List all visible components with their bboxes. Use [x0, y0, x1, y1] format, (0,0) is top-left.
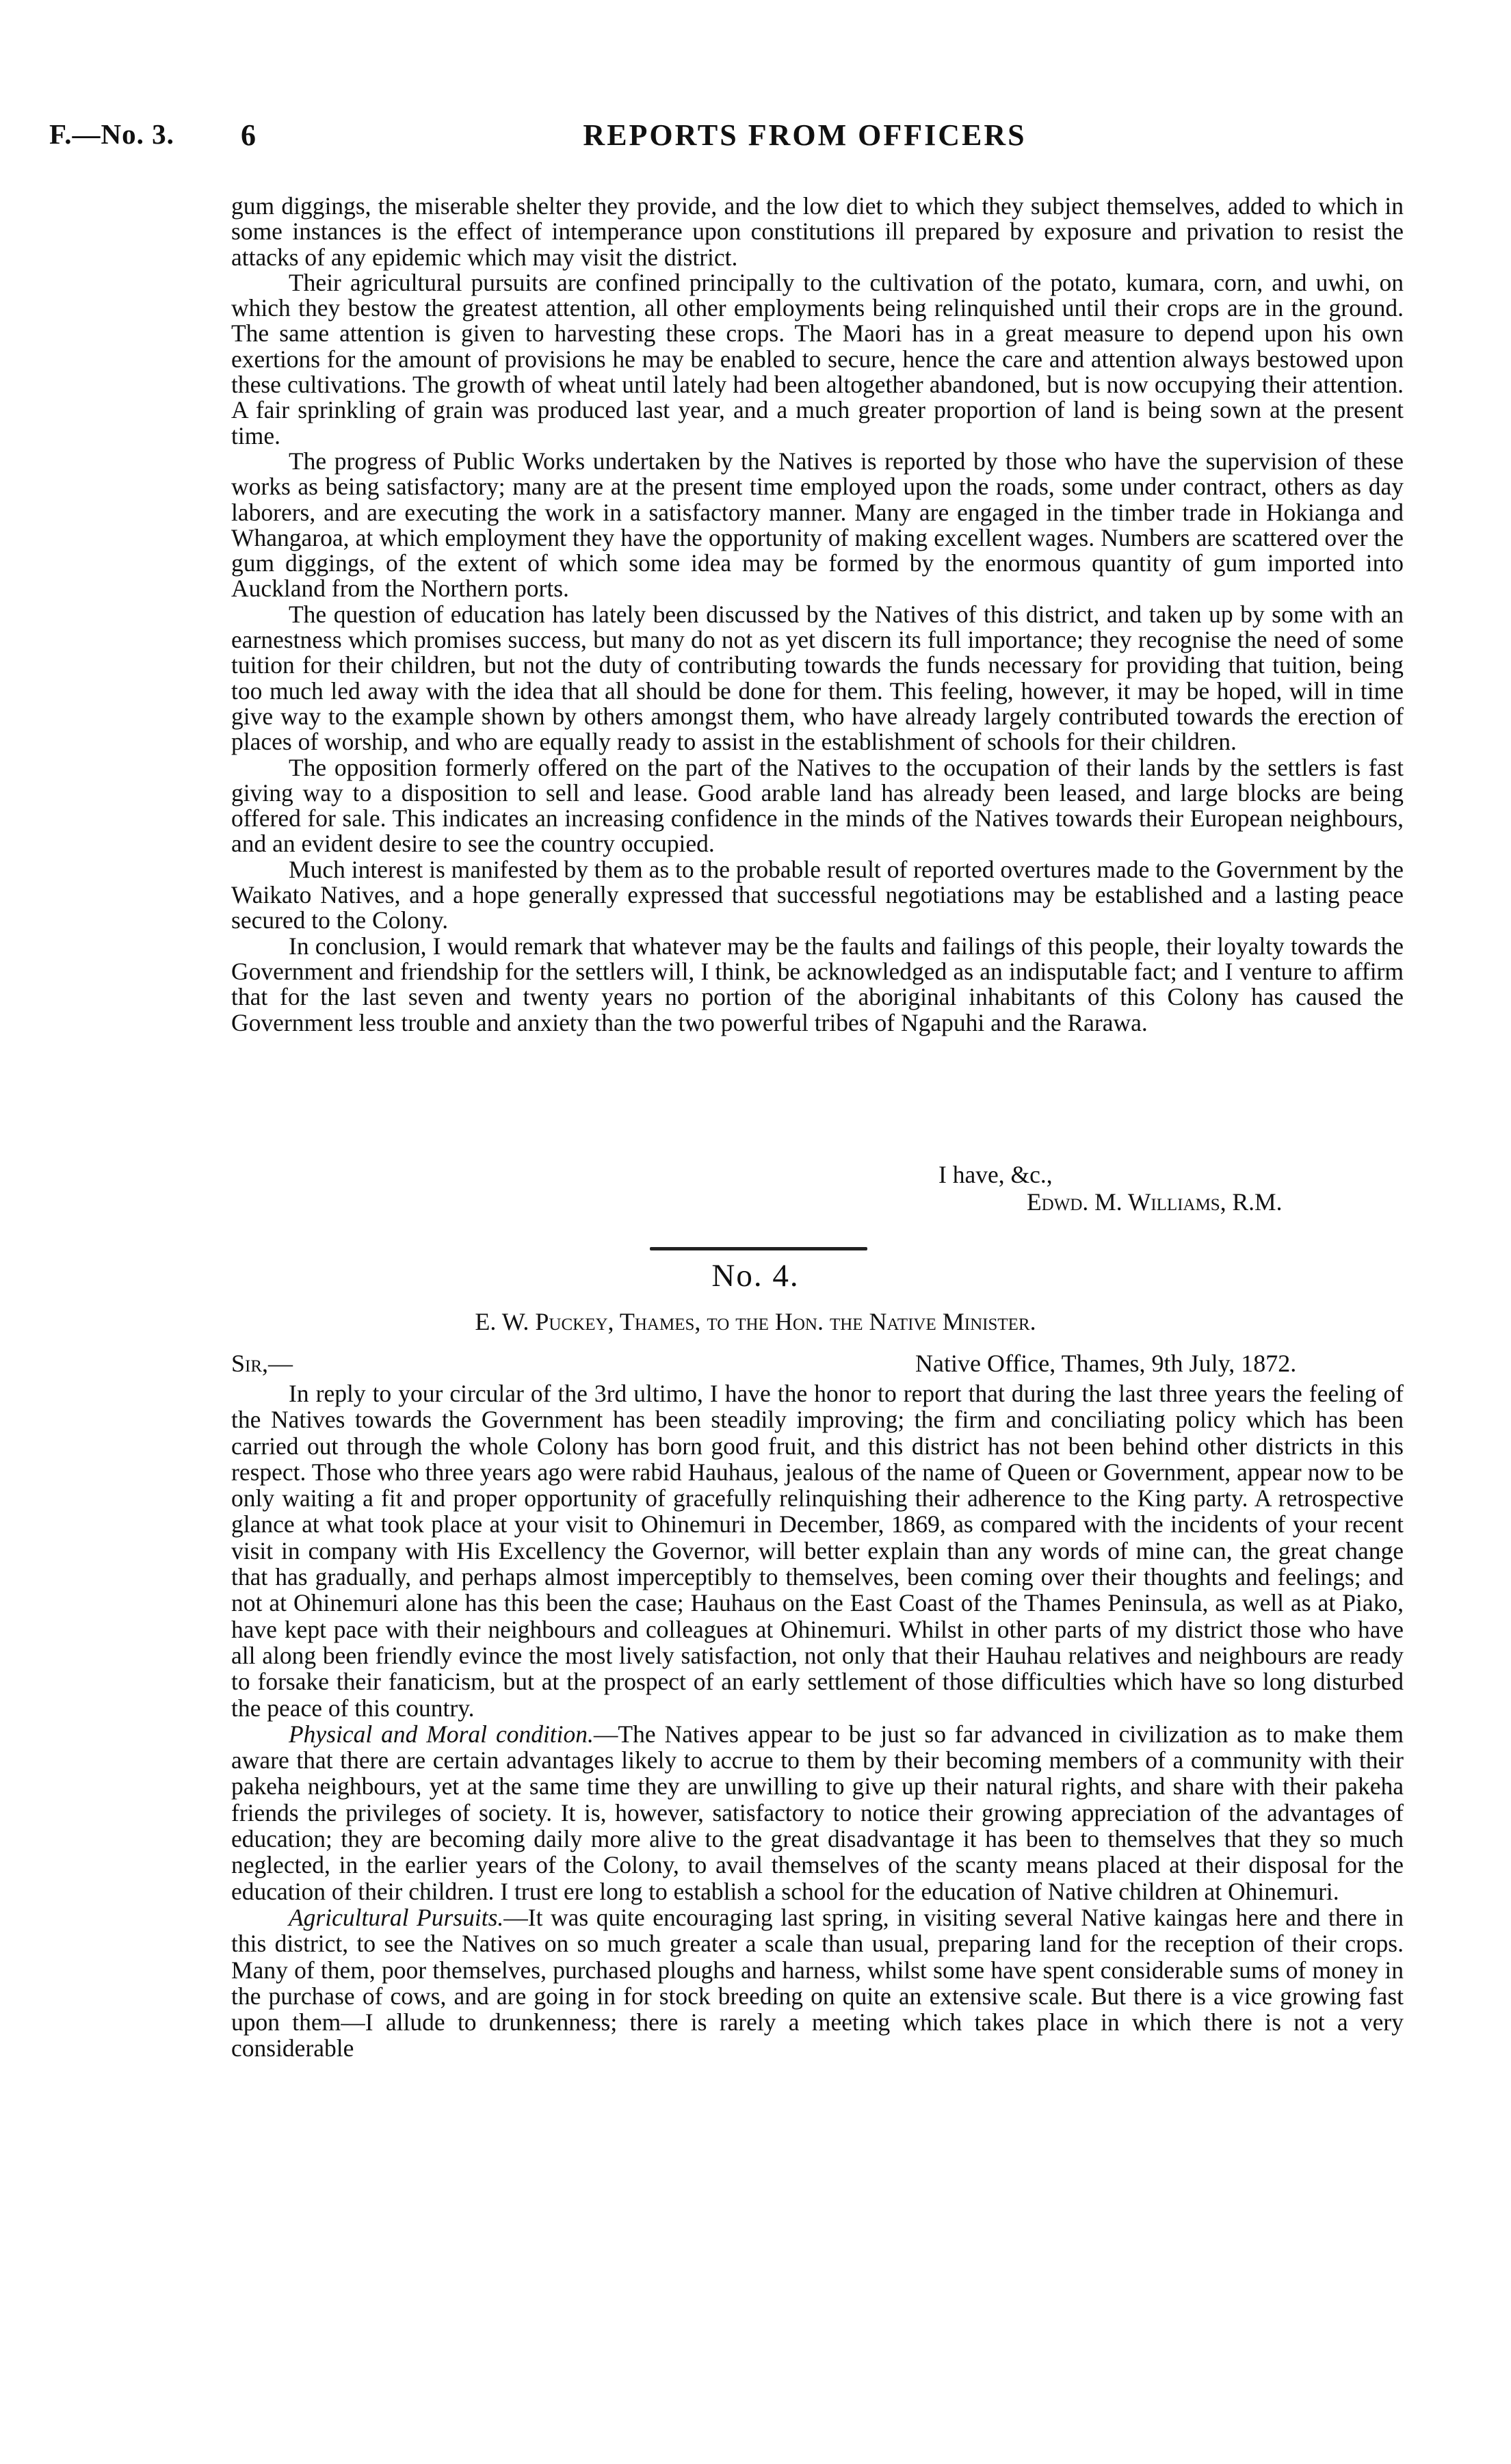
paragraph: In conclusion, I would remark that whatever may be the faults and failings of this people, their loyalty towards the Government and friendship for the settlers will, I think, be acknowledged as an indisputable fact; and I venture to affirm that for the last seven and twenty years no portion of the aboriginal inhabitants of this Colony has caused the Government less trouble and anxiety than the two powerful tribes of Ngapuhi and the Rarawa. — [231, 932, 1404, 1036]
closing-formula: I have, &c., — [938, 1161, 1053, 1188]
paragraph-heading: Physical and Moral condition. — [289, 1720, 594, 1748]
letter-from-line: E. W. Puckey, Thames, to the Hon. the Native Minister. — [475, 1308, 1036, 1335]
paragraph-heading: Agricultural Pursuits. — [289, 1903, 504, 1931]
paragraph: The question of education has lately been discussed by the Natives of this district, and taken up by some with an earnestness which promises success, but many do not as yet discern its full importance; they recognise the need of some tuition for their children, but not the duty of contributing towards the funds necessary for providing that tuition, being too much led away with the idea that all should be done for them. This feeling, however, it may be hoped, will in time give way to the example shown by others amongst them, who have already largely contributed towards the erection of places of worship, and who are equally ready to assist in the establishment of schools for their children. — [231, 600, 1404, 756]
paragraph: gum diggings, the miserable shelter they provide, and the low diet to which they subject themselves, added to which in some instances is the effect of intemperance upon constitutions ill prepared by exposure and privation to resist the attacks of any epidemic which may visit the district. — [231, 192, 1404, 271]
paragraph: Much interest is manifested by them as to the probable result of reported overtures made to the Government by the Waikato Natives, and a hope generally expressed that successful negotiations may be established and a lasting peace secured to the Colony. — [231, 855, 1404, 934]
paragraph — [231, 1721, 1404, 1904]
paragraph-text: —It was quite encouraging last spring, in visiting several Native kaingas here and there in this district, to see the Natives on so much greater a scale than usual, preparing land for the reception of their crops. Many of them, poor themselves, purchased ploughs and harness, whilst some have spent considerable sums of money in the purchase of cows, and are going in for stock breeding on quite an extensive scale. But there is a vice growing fast upon them—I allude to drunkenness; there is rarely a meeting which takes place in which there is not a very considerable — [231, 1903, 1404, 2062]
running-title: REPORTS FROM OFFICERS — [583, 118, 1027, 152]
signature: Edwd. M. Williams, R.M. — [1027, 1188, 1283, 1216]
page-number: 6 — [241, 118, 256, 152]
paragraph: Their agricultural pursuits are confined principally to the cultivation of the potato, kumara, corn, and uwhi, on which they bestow the greatest attention, all other employments being relinquished until their crops are in the ground. The same attention is given to harvesting these crops. The Maori has in a great measure to depend upon his own exertions for the amount of provisions he may be enabled to secure, hence the care and attention always bestowed upon these cultivations. The growth of wheat until lately had been altogether abandoned, but is now occupying their attention. A fair sprinkling of grain was produced last year, and a much greater proportion of land is being sown at the present time. — [231, 268, 1404, 449]
document-reference: F.—No. 3. — [49, 118, 174, 150]
dateline: Native Office, Thames, 9th July, 1872. — [915, 1350, 1297, 1377]
salutation: Sir,— — [231, 1350, 293, 1377]
paragraph: The opposition formerly offered on the part of the Natives to the occupation of their lands by the settlers is fast giving way to a disposition to sell and lease. Good arable land has already been leased, and large blocks are being offered for sale. This indicates an increasing confidence in the minds of the Natives towards their European neighbours, and an evident desire to see the country occupied. — [231, 753, 1404, 858]
paragraph-text: —The Natives appear to be just so far advanced in civilization as to make them aware that there are certain advantages likely to accrue to them by their becoming members of a community with their pakeha neighbours, yet at the same time they are unwilling to give up their natural rights, and share with their pakeha friends the privileges of society. It is, however, satisfactory to notice their growing appreciation of the advantages of education; they are becoming daily more alive to the great disadvantage it has been to themselves that they so much neglected, in the earlier years of the Colony, to avail themselves of the scanty means placed at their disposal for the education of their children. I trust ere long to establish a school for the education of Native children at Ohinemuri. — [231, 1720, 1404, 1905]
paragraph — [231, 1904, 1404, 2062]
report-body-continued — [231, 194, 1404, 1036]
letter-number: No. 4. — [711, 1258, 800, 1294]
paragraph: In reply to your circular of the 3rd ultimo, I have the honor to report that during the last three years the feeling of the Natives towards the Government has been steadily improving; the firm and conciliating policy which has been carried out through the whole Colony has born good fruit, and this district has not been behind other districts in this respect. Those who three years ago were rabid Hauhaus, jealous of the name of Queen or Government, appear now to be only waiting a fit and proper opportunity of gracefully relinquishing their adherence to the King party. A retrospective glance at what took place at your visit to Ohinemuri in December, 1869, as compared with the incidents of your recent visit in company with His Excellency the Governor, will better explain than any words of mine can, the great change that has gradually, and perhaps almost imperceptibly to themselves, been coming over their thoughts and feelings; and not at Ohinemuri alone has this been the case; Hauhaus on the East Coast of the Thames Peninsula, as well as at Piako, have kept pace with their neighbours and colleagues at Ohinemuri. Whilst in other parts of my district those who have all along been friendly evince the most lively satisfaction, not only that their Hauhau relatives and neighbours are ready to forsake their fanaticism, but at the prospect of an early settlement of those difficulties which have so long disturbed the peace of this country. — [231, 1380, 1404, 1722]
section-divider — [650, 1247, 867, 1250]
letter-body — [231, 1380, 1404, 2062]
page-header — [49, 118, 1417, 159]
paragraph: The progress of Public Works undertaken by the Natives is reported by those who have the supervision of these works as being satisfactory; many are at the present time employed upon the roads, some under contract, others as day laborers, and are executing the work in a satisfactory manner. Many are engaged in the timber trade in Hokianga and Whangaroa, at which employment they have the opportunity of making excellent wages. Numbers are scattered over the gum diggings, of the extent of which some idea may be formed by the enormous quantity of gum imported into Auckland from the Northern ports. — [231, 447, 1404, 603]
